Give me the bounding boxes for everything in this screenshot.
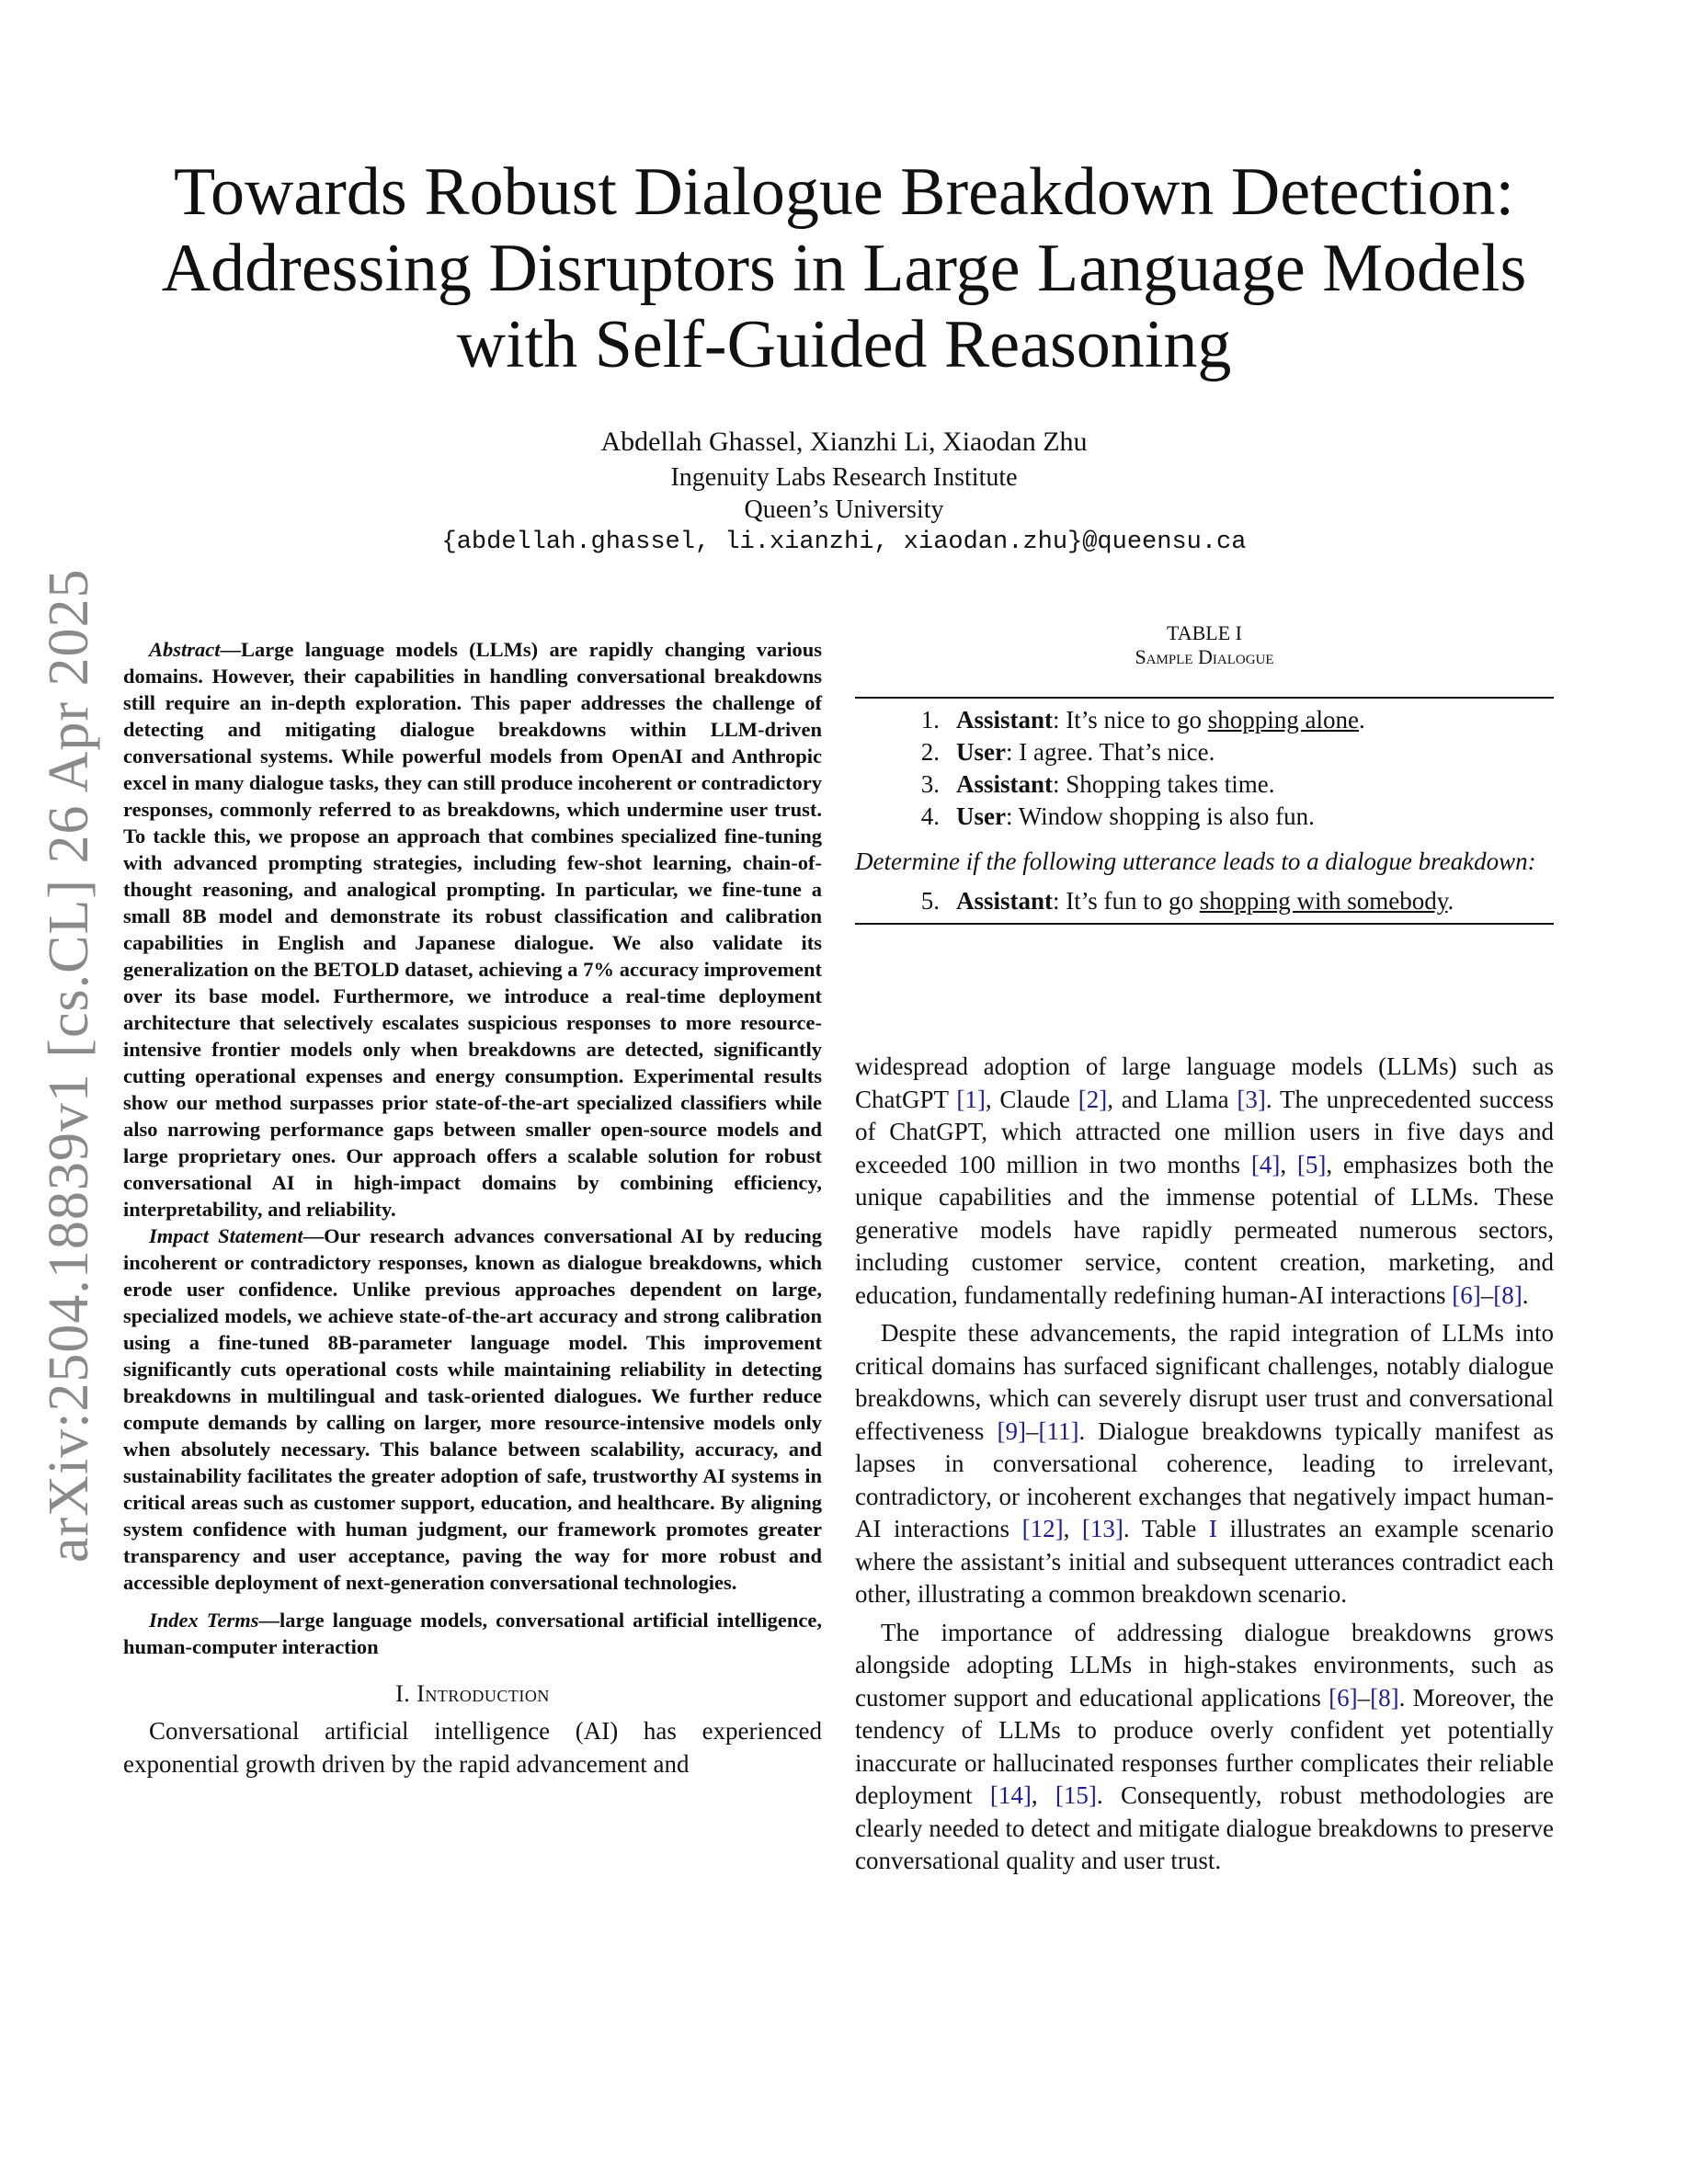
abstract [123,636,822,1223]
citation-link[interactable]: [15] [1055,1781,1097,1809]
citation-link[interactable]: [11] [1038,1416,1079,1445]
section-number: I. [395,1680,417,1707]
citation-link[interactable]: [8] [1370,1683,1399,1712]
speaker: Assistant [956,770,1054,798]
target-utterance [855,885,1554,917]
dialogue-turn: 2. User: I agree. That’s nice. [920,738,1215,766]
intro-paragraph: Conversational artificial intelligence (AI) has experienced exponential growth driven by the rapid advancement and [123,1717,822,1778]
paragraph-importance: The importance of addressing dialogue breakdowns grows alongside adopting LLMs in high-stakes environments, such as customer support and educational applications [6]–[8]. Moreover, the tendency of LLMs to produce overly confident yet potentially inaccurate or hallucinated responses further complicates their reliable deployment [14], [15]. Consequently, robust methodologies are clearly needed to detect and mitigate dialogue breakdowns to preserve conversational quality and user trust. [855,1618,1555,1874]
right-column-body [855,1051,1554,1878]
table-label: TABLE I [1167,621,1242,644]
impact-label: Impact Statement [149,1224,303,1247]
section-heading-introduction [123,1680,822,1708]
dialogue-turn: 4. User: Window shopping is also fun. [920,802,1315,830]
index-terms-label: Index Terms [149,1609,259,1632]
table-top-rule [855,697,1554,699]
citation-link[interactable]: [8] [1493,1280,1523,1309]
dialogue-turns [855,704,1554,833]
author-emails: {abdellah.ghassel, li.xianzhi, xiaodan.zhu}@queensu.ca [441,529,1247,556]
title-line-2: Addressing Disruptors in Large Language Models [161,231,1527,306]
citation-link[interactable]: [13] [1081,1515,1123,1542]
table-bottom-rule [855,923,1554,925]
table-prompt: Determine if the following utterance leads to a dialogue breakdown: [855,847,1536,875]
table-sample-dialogue [855,621,1554,925]
title-line-3: with Self-Guided Reasoning [456,307,1232,382]
speaker: User [956,802,1006,830]
citation-link[interactable]: [3] [1237,1085,1266,1113]
citation-link[interactable]: [2] [1078,1085,1108,1113]
affiliation-university: Queen’s University [744,495,944,524]
citation-link[interactable]: [12] [1021,1515,1064,1542]
dialogue-turn: 1. Assistant: It’s nice to go shopping alone. [920,706,1365,734]
abstract-text: —Large language models (LLMs) are rapidly changing various domains. However, their capabilities in handling conversational breakdowns still require an in-depth exploration. This paper addresses the challenge of detecting and mitigating dialogue breakdowns within LLM-driven conversational systems. While powerful models from OpenAI and Anthropic excel in many dialogue tasks, they can still produce incoherent or contradictory responses, commonly referred to as breakdowns, which undermine user trust. To tackle this, we propose an approach that combines specialized fine-tuning with advanced prompting strategies, including few-shot learning, chain-of-thought reasoning, and analogical prompting. In particular, we fine-tune a small 8B model and demonstrate its robust classification and calibration capabilities in English and Japanese dialogue. We also validate its generalization on the BETOLD dataset, achieving a 7% accuracy improvement over its base model. Furthermore, we introduce a real-time deployment architecture that selectively escalates suspicious responses to more resource-intensive frontier models only when breakdowns are detected, significantly cutting operational expenses and energy consumption. Experimental results show our method surpasses prior state-of-the-art specialized classifiers while also narrowing performance gaps between smaller open-source models and large proprietary ones. Our approach offers a scalable solution for robust conversational AI in high-impact domains by combining efficiency, interpretability, and reliability. [123,638,822,1221]
section-title: Introduction [416,1680,550,1707]
impact-statement [123,1223,822,1596]
citation-link[interactable]: [9] [997,1416,1026,1445]
paragraph-llm-adoption: widespread adoption of large language models (LLMs) such as ChatGPT [1], Claude [2], and Llama [3]. The unprecedented success of ChatGPT, which attracted one million users in five days and exceeded 100 million in two months [4], [5], emphasizes both the unique capabilities and the immense potential of LLMs. These generative models have rapidly permeated numerous sectors, including customer service, content creation, marketing, and education, fundamentally redefining human-AI interactions [6]–[8]. [855,1052,1554,1309]
citation-link[interactable]: [14] [989,1781,1032,1809]
impact-text: —Our research advances conversational AI by reducing incoherent or contradictory responses, known as dialogue breakdowns, which erode user confidence. Unlike previous approaches dependent on large, specialized models, we achieve state-of-the-art accuracy and strong calibration using a fine-tuned 8B-parameter language model. This improvement significantly cuts operational costs while maintaining reliability in detecting breakdowns in multilingual and task-oriented dialogues. We further reduce compute demands by calling on larger, more resource-intensive models only when absolutely necessary. This balance between scalability, accuracy, and sustainability facilitates the greater adoption of safe, trustworthy AI systems in critical areas such as customer support, education, and healthcare. By aligning system confidence with human judgment, our framework promotes greater transparency and user acceptance, paving the way for more robust and accessible deployment of next-generation conversational technologies. [123,1224,822,1594]
underlined-phrase: shopping with somebody [1199,887,1448,915]
speaker: Assistant [956,706,1054,734]
citation-link[interactable]: [6] [1329,1683,1358,1712]
table-caption: Sample Dialogue [1135,645,1274,668]
dialogue-turn: 3. Assistant: Shopping takes time. [920,770,1275,798]
citation-link[interactable]: [6] [1452,1280,1481,1309]
left-column [123,636,822,1780]
title-line-1: Towards Robust Dialogue Breakdown Detection: [173,154,1515,230]
speaker: Assistant [956,887,1054,915]
abstract-label: Abstract [149,638,221,661]
author-list: Abdellah Ghassel, Xianzhi Li, Xiaodan Zhu [600,427,1088,457]
citation-link[interactable]: [4] [1250,1150,1281,1178]
table-reference-link[interactable]: I [1208,1515,1217,1542]
dialogue-turn: 5. Assistant: It’s fun to go shopping with somebody. [920,887,1454,915]
citation-link[interactable]: [5] [1296,1150,1327,1178]
paragraph-breakdowns: Despite these advancements, the rapid integration of LLMs into critical domains has surfaced significant challenges, notably dialogue breakdowns, which can severely disrupt user trust and conversational effectiveness [9]–[11]. Dialogue breakdowns typically manifest as lapses in conversational coherence, leading to irrelevant, contradictory, or incoherent exchanges that negatively impact human-AI interactions [12], [13]. Table I illustrates an example scenario where the assistant’s initial and subsequent utterances contradict each other, illustrating a common breakdown scenario. [855,1319,1555,1608]
citation-link[interactable]: [1] [956,1085,986,1113]
index-terms-text: —large language models, conversational artificial intelligence, human-computer interaction [123,1609,822,1658]
paper-title [0,154,1688,383]
affiliation-institute: Ingenuity Labs Research Institute [670,463,1018,492]
underlined-phrase: shopping alone [1207,706,1359,734]
speaker: User [956,738,1006,766]
arxiv-stamp: arXiv:2504.18839v1 [cs.CL] 26 Apr 2025 [38,568,100,1563]
index-terms [123,1607,822,1660]
